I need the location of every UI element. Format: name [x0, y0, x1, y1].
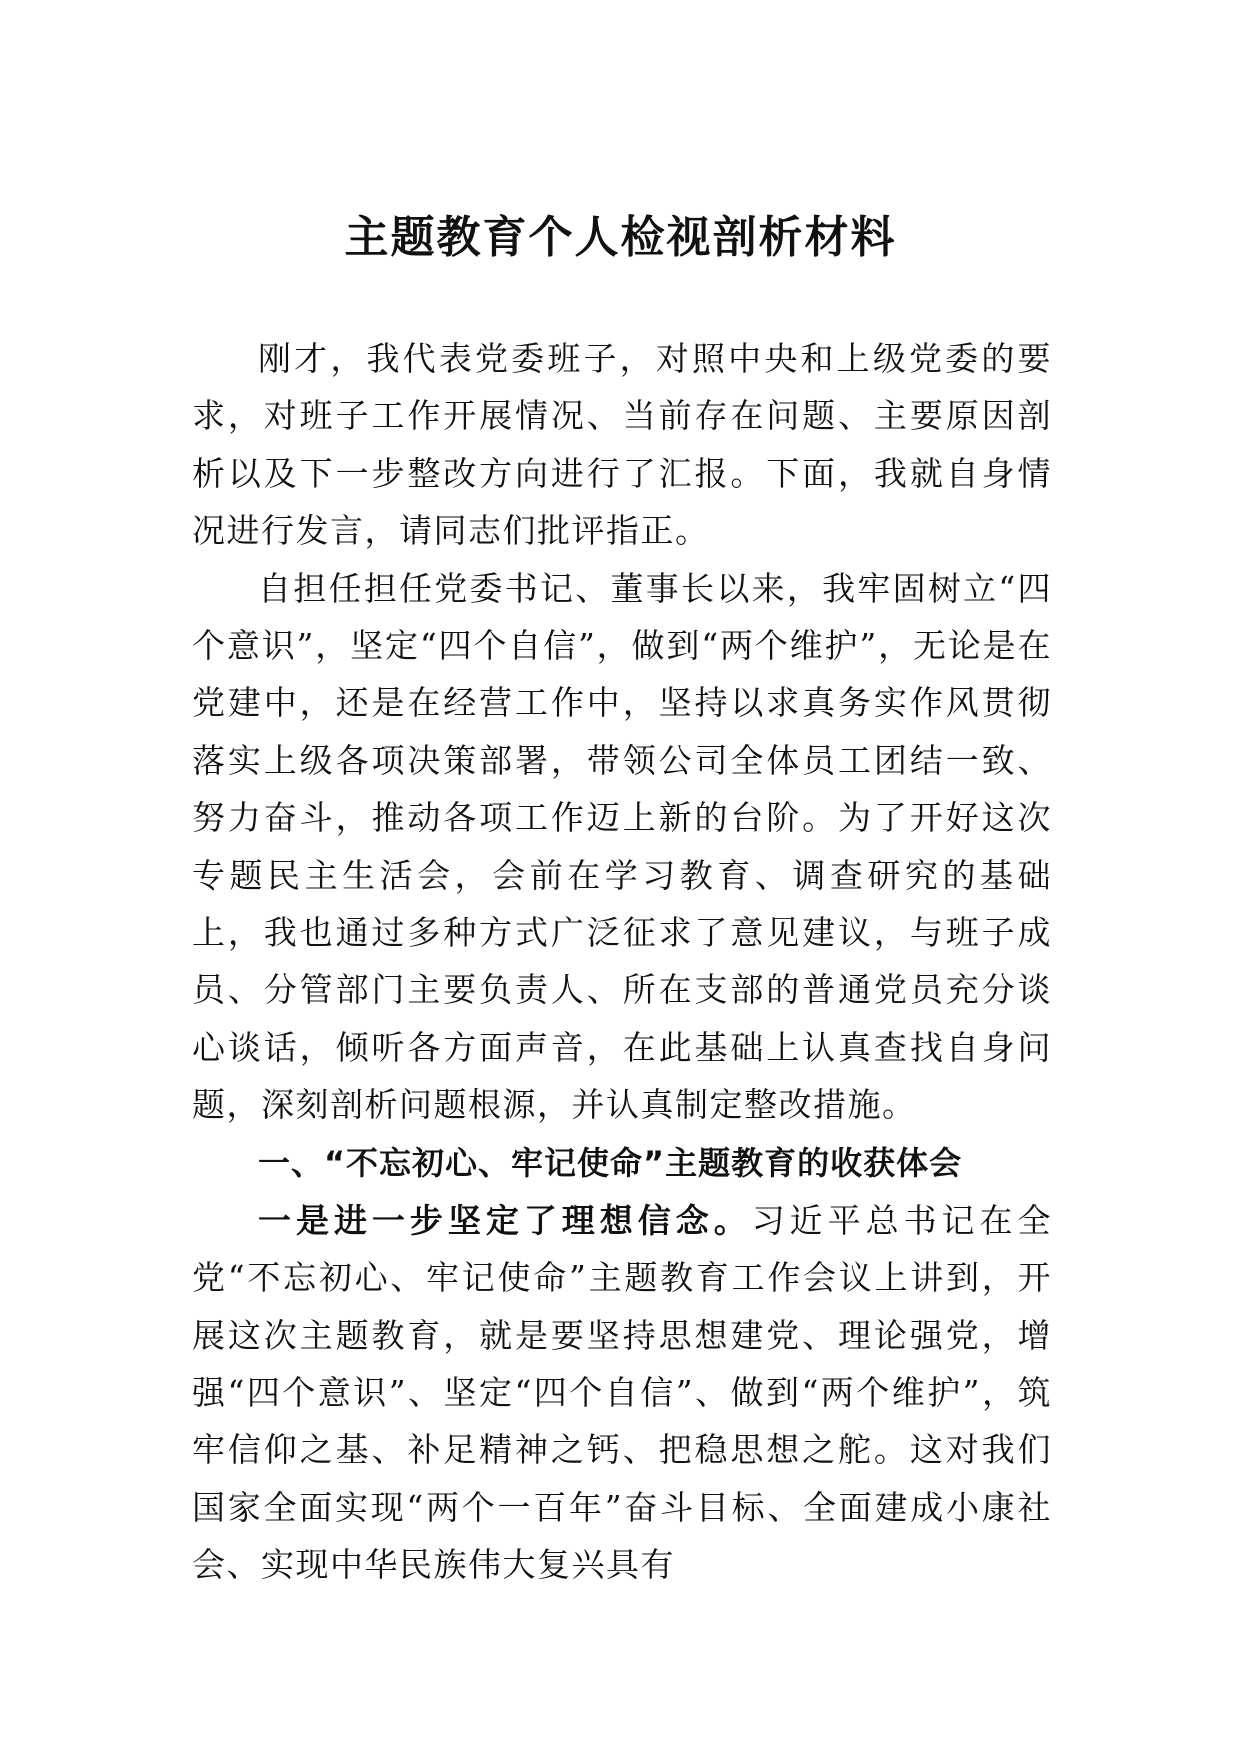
paragraph-section-body: 习近平总书记在全党“不忘初心、牢记使命”主题教育工作会议上讲到，开展这次主题教育，就是要坚持思想建党、理论强党，增强“四个意识”、坚定“四个自信”、做到“两个维护”，筑牢信仰之基、补足精神之钙、把稳思想之舵。这对我们国家全面实现“两个一百年”奋斗目标、全面建成小康社会、实现中华民族伟大复兴具有	[192, 1200, 1053, 1585]
paragraph-background: 自担任担任党委书记、董事长以来，我牢固树立“四个意识”，坚定“四个自信”，做到“两个维护”，无论是在党建中，还是在经营工作中，坚持以求真务实作风贯彻落实上级各项决策部署，带领公司全体员工团结一致、努力奋斗，推动各项工作迈上新的台阶。为了开好这次专题民主生活会，会前在学习教育、调查研究的基础上，我也通过多种方式广泛征求了意见建议，与班子成员、分管部门主要负责人、所在支部的普通党员充分谈心谈话，倾听各方面声音，在此基础上认真查找自身问题，深刻剖析问题根源，并认真制定整改措施。	[192, 568, 1052, 1125]
document-title: 主题教育个人检视剖析材料	[344, 212, 897, 263]
paragraph-opening: 刚才，我代表党委班子，对照中央和上级党委的要求，对班子工作开展情况、当前存在问题、主要原因剖析以及下一步整改方向进行了汇报。下面，我就自身情况进行发言，请同志们批评指正。	[192, 339, 1052, 551]
paragraph-section-one	[192, 1192, 1052, 1594]
section-heading: 一、“不忘初心、牢记使命”主题教育的收获体会	[258, 1143, 963, 1182]
document-body	[192, 330, 1052, 1594]
paragraph-lead-phrase: 一是进一步坚定了理想信念。	[258, 1200, 752, 1240]
